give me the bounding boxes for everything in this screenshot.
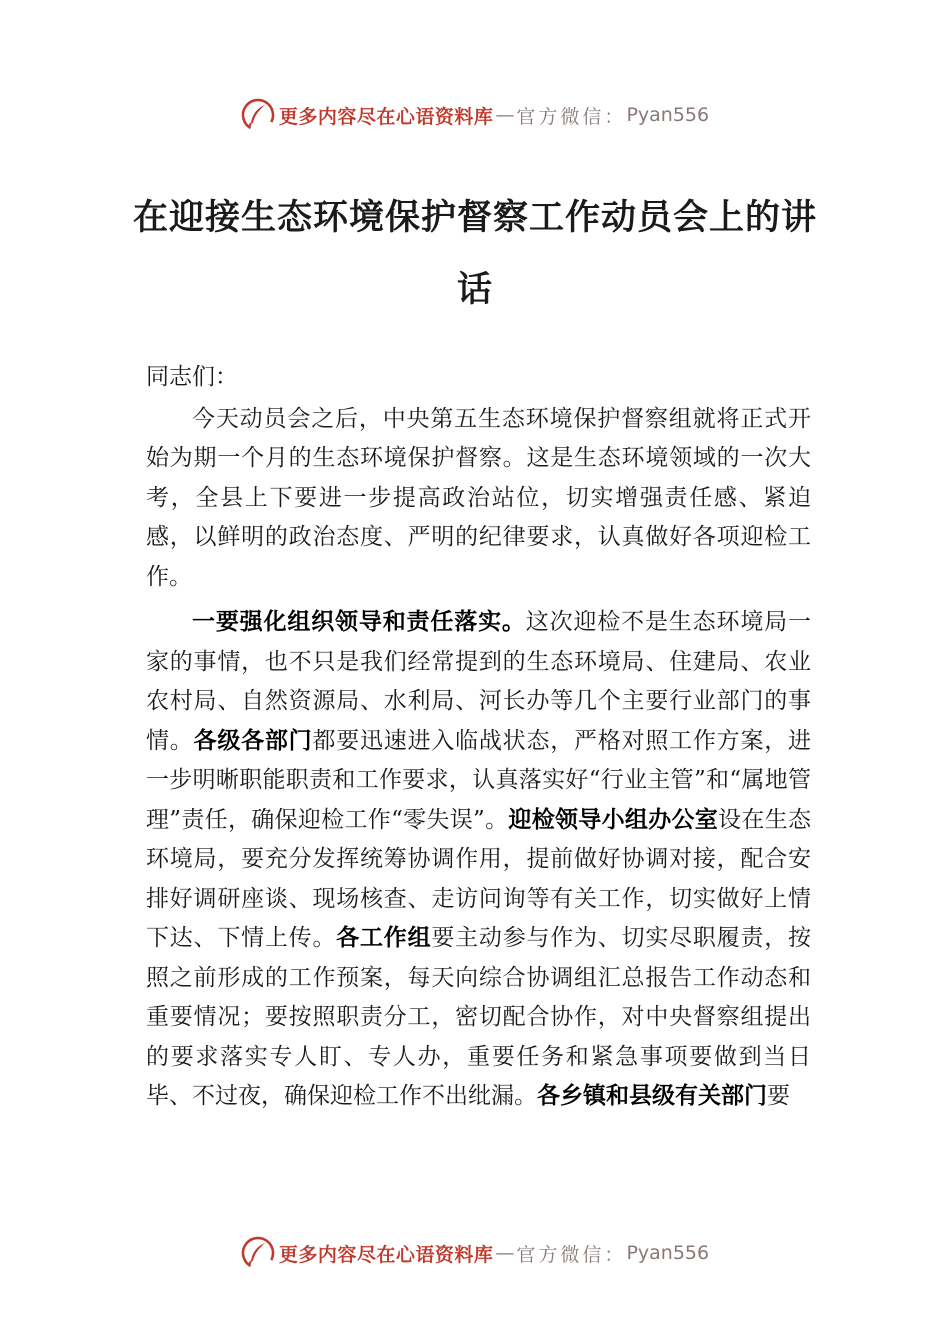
highlight-heading-4: 各工作组 <box>336 925 432 951</box>
feather-pen-icon <box>241 1236 275 1270</box>
highlight-heading-2: 各级各部门 <box>193 727 313 754</box>
highlight-heading-1: 一要强化组织领导和责任落实。 <box>192 609 526 635</box>
footer-watermark-banner <box>0 1233 950 1273</box>
paragraph-1: 今天动员会之后，中央第五生态环境保护督察组就将正式开始为期一个月的生态环境保护督察。这是生态环境领域的一次大考，全县上下要进一步提高政治站位，切实增强责任感、紧迫感，以鲜明的政治态度、严明的纪律要求，认真做好各项迎检工作。 <box>146 405 811 590</box>
banner-wechat-id: Pyan556 <box>626 1242 710 1264</box>
header-watermark-banner <box>0 95 950 135</box>
greeting: 同志们： <box>146 364 238 390</box>
highlight-heading-5: 各乡镇和县级有关部门 <box>537 1083 767 1109</box>
document-body <box>146 358 811 1117</box>
paragraph-2-text-5: 要 <box>767 1083 790 1109</box>
banner-brand-text: 更多内容尽在心语资料库 <box>278 1243 494 1266</box>
banner-separator: — <box>495 104 515 126</box>
paragraph-2-text-3: 设在生态环境局，要充分发挥统筹协调作用，提前做好协调对接，配合安排好调研座谈、现场核查、走访问询等有关工作，切实做好上情下达、下情上传。 <box>146 806 812 951</box>
highlight-heading-3: 迎检领导小组办公室 <box>508 806 719 833</box>
banner-wechat-id: Pyan556 <box>626 104 710 126</box>
paragraph-2-text-2: 都要迅速进入临战状态，严格对照工作方案，进一步明晰职能职责和工作要求，认真落实好“行业主管”和“属地管理”责任，确保迎检工作“零失误”。 <box>146 727 812 833</box>
paragraph-2-text-1: 这次迎检不是生态环境局一家的事情，也不只是我们经常提到的生态环境局、住建局、农业农村局、自然资源局、水利局、河长办等几个主要行业部门的事情。 <box>146 609 812 754</box>
paragraph-2-text-4: 要主动参与作为、切实尽职履责，按照之前形成的工作预案，每天向综合协调组汇总报告工作动态和重要情况；要按照职责分工，密切配合协作，对中央督察组提出的要求落实专人盯、专人办，重要任务和紧急事项要做到当日毕、不过夜，确保迎检工作不出纰漏。 <box>146 925 812 1109</box>
document-title: 在迎接生态环境保护督察工作动员会上的讲话 <box>132 197 817 310</box>
banner-brand-text: 更多内容尽在心语资料库 <box>278 105 494 128</box>
banner-wechat-label: 官方微信： <box>516 105 627 128</box>
banner-wechat-label: 官方微信： <box>516 1243 627 1266</box>
banner-separator: — <box>495 1242 515 1264</box>
paragraph-2 <box>146 603 811 1117</box>
feather-pen-icon <box>241 98 275 132</box>
